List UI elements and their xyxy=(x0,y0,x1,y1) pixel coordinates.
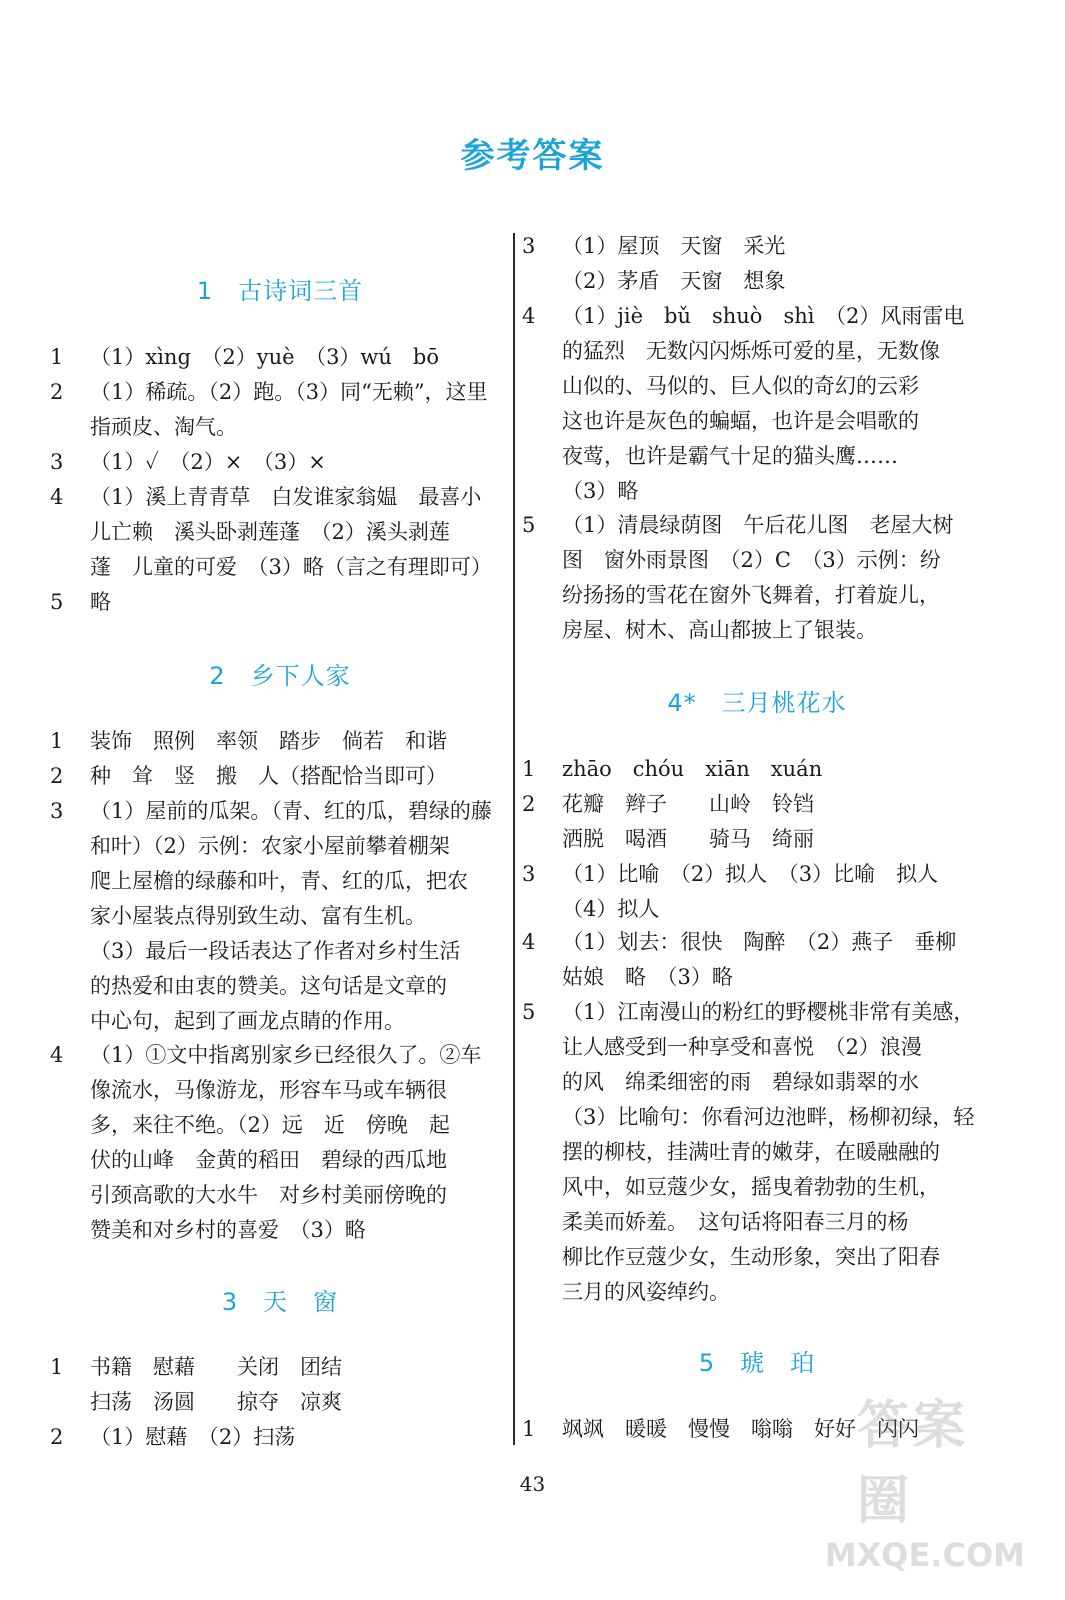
item-number: 3 xyxy=(522,862,536,886)
answer-line: 房屋、树木、高山都披上了银装。 xyxy=(562,618,877,642)
answer-line: （1）稀疏。（2）跑。（3）同“无赖”，这里 xyxy=(90,380,488,404)
answer-line: 图 窗外雨景图 （2）C （3）示例：纷 xyxy=(562,548,941,572)
answer-line: 爬上屋檐的绿藤和叶，青、红的瓜，把农 xyxy=(90,869,468,893)
answer-line: （1）jiè bǔ shuò shì （2）风雨雷电 xyxy=(562,304,965,328)
answer-line: 三月的风姿绰约。 xyxy=(562,1280,730,1304)
item-number: 4 xyxy=(50,485,64,509)
answer-line: 的猛烈 无数闪闪烁烁可爱的星，无数像 xyxy=(562,339,940,363)
answer-line: （1）屋顶 天窗 采光 xyxy=(562,234,786,258)
answer-line: 多，来往不绝。（2）远 近 傍晚 起 xyxy=(90,1113,450,1137)
watermark-logo xyxy=(824,1396,1047,1588)
answer-line: 像流水，马像游龙，形容车马或车辆很 xyxy=(90,1078,447,1102)
item-number: 4 xyxy=(522,304,536,328)
column-divider xyxy=(513,233,515,1445)
answer-line: 引颈高歌的大水牛 对乡村美丽傍晚的 xyxy=(90,1183,447,1207)
section-title: 2 乡下人家 xyxy=(209,662,351,690)
page-title: 参考答案 xyxy=(460,136,605,176)
item-number: 5 xyxy=(50,590,64,614)
item-number: 3 xyxy=(50,799,64,823)
answer-line: 赞美和对乡村的喜爱 （3）略 xyxy=(90,1218,366,1242)
page-number: 43 xyxy=(519,1472,546,1496)
answer-line: （1）✓ （2）× （3）× xyxy=(90,450,326,474)
answer-line: 夜莺，也许是霸气十足的猫头鹰…… xyxy=(562,444,898,468)
answer-line: 儿亡赖 溪头卧剥莲蓬 （2）溪头剥莲 xyxy=(90,520,450,544)
answer-line: 姑娘 略 （3）略 xyxy=(562,965,733,989)
answer-line: （3）略 xyxy=(562,479,639,503)
answer-line: 种 耸 竖 搬 人（搭配恰当即可） xyxy=(90,764,447,788)
item-number: 2 xyxy=(50,380,64,404)
answer-line: 伏的山峰 金黄的稻田 碧绿的西瓜地 xyxy=(90,1148,447,1172)
item-number: 3 xyxy=(522,234,536,258)
section-title: 3 天 窗 xyxy=(221,1288,339,1316)
answer-line: （1）①文中指离别家乡已经很久了。②车 xyxy=(90,1043,482,1067)
item-number: 1 xyxy=(522,1417,536,1441)
answer-line: 洒脱 喝酒 骑马 绮丽 xyxy=(562,827,814,851)
answer-line: （1）慰藉 （2）扫荡 xyxy=(90,1425,296,1449)
item-number: 4 xyxy=(50,1043,64,1067)
answer-line: （1）江南漫山的粉红的野樱桃非常有美感， xyxy=(562,1000,975,1024)
answer-line: （2）茅盾 天窗 想象 xyxy=(562,269,786,293)
answer-line: （4）拟人 xyxy=(562,897,660,921)
section-title: 4* 三月桃花水 xyxy=(667,689,847,717)
item-number: 1 xyxy=(50,345,64,369)
answer-line: （1）划去：很快 陶醉 （2）燕子 垂柳 xyxy=(562,930,957,954)
answer-line: 的热爱和由衷的赞美。这句话是文章的 xyxy=(90,974,447,998)
answer-line: 山似的、马似的、巨人似的奇幻的云彩 xyxy=(562,374,919,398)
answer-line: （1）xìng （2）yuè （3）wú bō xyxy=(90,345,440,369)
answer-line: 飒飒 暖暖 慢慢 嗡嗡 好好 闪闪 xyxy=(562,1417,919,1441)
answer-line: 风中，如豆蔻少女，摇曳着勃勃的生机， xyxy=(562,1175,940,1199)
answer-line: （3）比喻句：你看河边池畔，杨柳初绿，轻 xyxy=(562,1105,975,1129)
answer-line: 让人感受到一种享受和喜悦 （2）浪漫 xyxy=(562,1035,922,1059)
answer-line: （1）溪上青青草 白发谁家翁媪 最喜小 xyxy=(90,485,482,509)
answer-line: 柳比作豆蔻少女，生动形象，突出了阳春 xyxy=(562,1245,940,1269)
answer-line: zhāo chóu xiān xuán xyxy=(562,757,823,781)
answer-line: 摆的柳枝，挂满吐青的嫩芽，在暖融融的 xyxy=(562,1140,940,1164)
answer-line: 中心句，起到了画龙点睛的作用。 xyxy=(90,1009,405,1033)
answer-line: （3）最后一段话表达了作者对乡村生活 xyxy=(90,939,461,963)
item-number: 2 xyxy=(50,1425,64,1449)
answer-line: 花瓣 辫子 山岭 铃铛 xyxy=(562,792,814,816)
answer-line: 略 xyxy=(90,590,111,614)
answer-line: （1）清晨绿荫图 午后花儿图 老屋大树 xyxy=(562,513,954,537)
answer-line: 这也许是灰色的蝙蝠，也许是会唱歌的 xyxy=(562,409,919,433)
item-number: 2 xyxy=(50,764,64,788)
answer-line: 蓬 儿童的可爱 （3）略（言之有理即可） xyxy=(90,555,492,579)
watermark-url: MXQE.COM xyxy=(824,1536,1025,1574)
item-number: 4 xyxy=(522,930,536,954)
answer-line: 纷扬扬的雪花在窗外飞舞着，打着旋儿， xyxy=(562,583,940,607)
answer-line: 书籍 慰藉 关闭 团结 xyxy=(90,1355,342,1379)
answer-line: 装饰 照例 率领 踏步 倘若 和谐 xyxy=(90,729,447,753)
item-number: 1 xyxy=(50,729,64,753)
item-number: 1 xyxy=(522,757,536,781)
answer-line: 扫荡 汤圆 掠夺 凉爽 xyxy=(90,1390,342,1414)
item-number: 3 xyxy=(50,450,64,474)
answer-line: 柔美而娇羞。 这句话将阳春三月的杨 xyxy=(562,1210,909,1234)
item-number: 2 xyxy=(522,792,536,816)
answer-line: 和叶）（2）示例：农家小屋前攀着棚架 xyxy=(90,834,450,858)
answer-line: 的风 绵柔细密的雨 碧绿如翡翠的水 xyxy=(562,1070,919,1094)
answer-line: 家小屋装点得别致生动、富有生机。 xyxy=(90,904,426,928)
watermark-text: 答案圈 xyxy=(857,1396,970,1531)
item-number: 5 xyxy=(522,513,536,537)
section-title: 1 古诗词三首 xyxy=(196,277,364,305)
answer-line: （1）比喻 （2）拟人 （3）比喻 拟人 xyxy=(562,862,939,886)
answer-line: 指顽皮、淘气。 xyxy=(90,415,237,439)
item-number: 1 xyxy=(50,1355,64,1379)
section-title: 5 琥 珀 xyxy=(698,1349,816,1377)
answer-line: （1）屋前的瓜架。（青、红的瓜，碧绿的藤 xyxy=(90,799,492,823)
item-number: 5 xyxy=(522,1000,536,1024)
